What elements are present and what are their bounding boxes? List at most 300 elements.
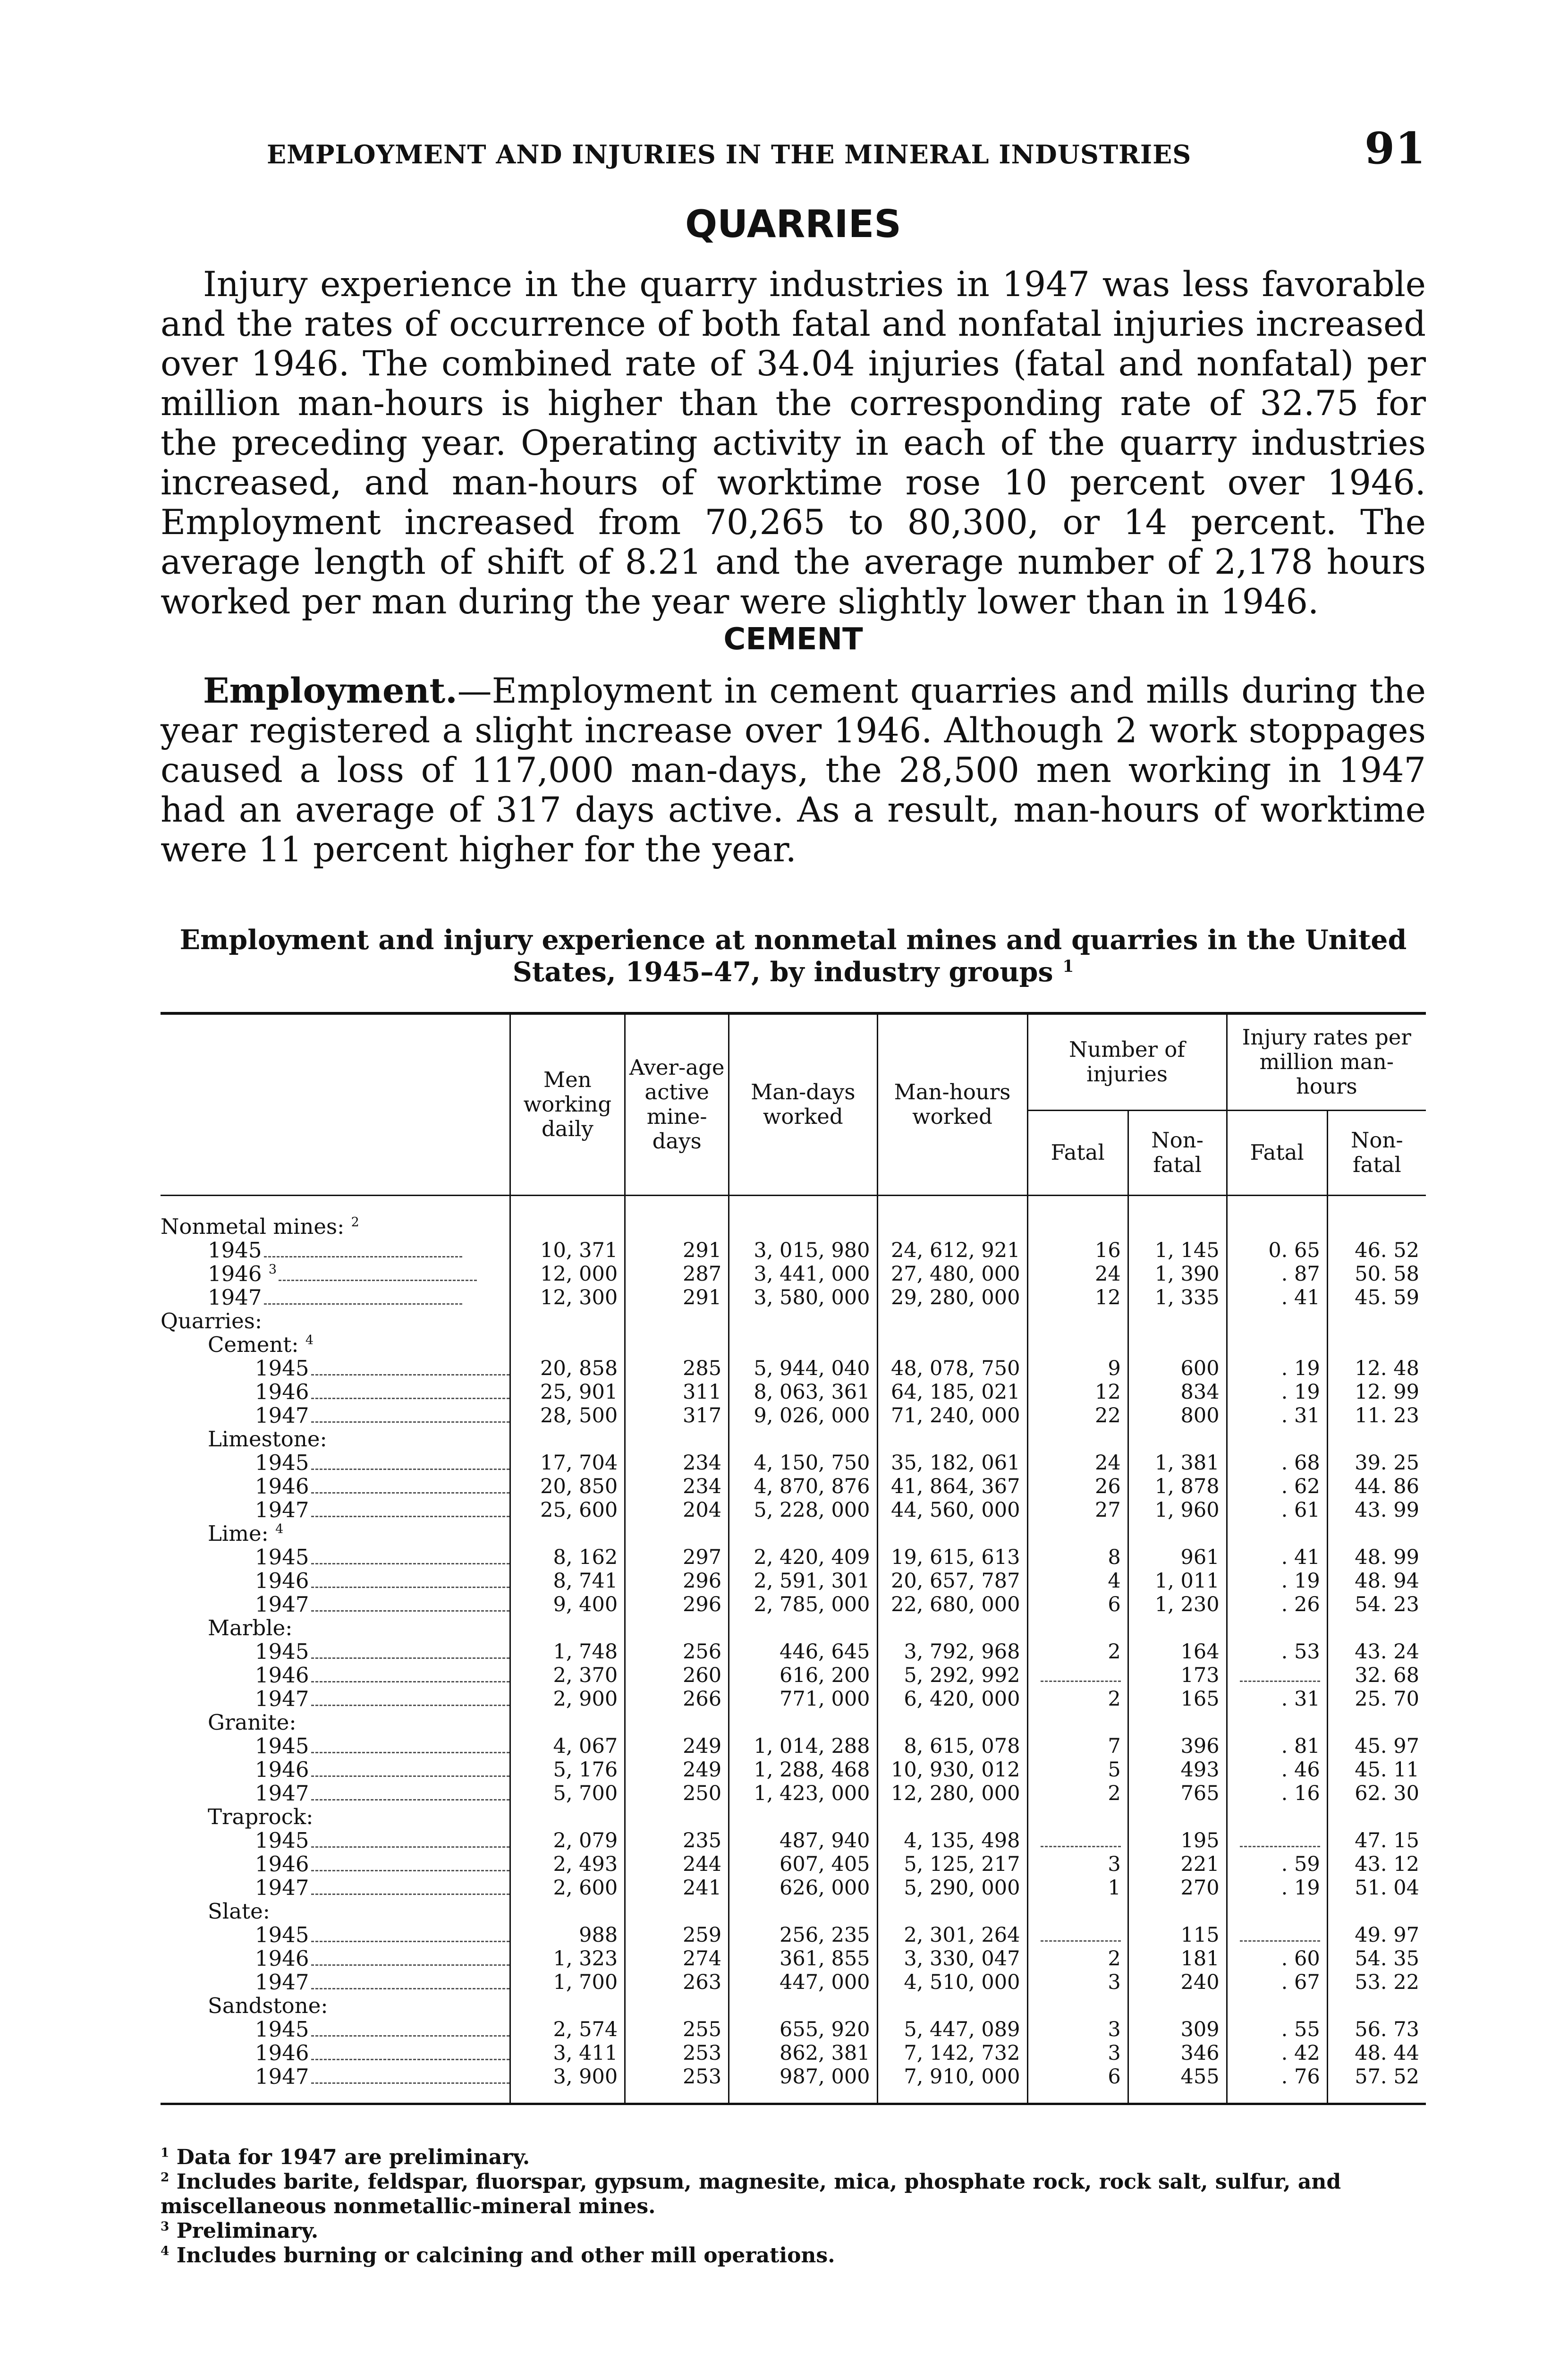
- men-cell: 20, 850: [510, 1475, 625, 1498]
- fatal-cell: [1027, 1664, 1128, 1687]
- mandays-cell: [729, 1805, 877, 1829]
- days-cell: 291: [625, 1286, 729, 1309]
- mandays-cell: [729, 1900, 877, 1923]
- fatal-rate-cell: [1227, 1829, 1327, 1852]
- fatal-rate-cell: [1227, 1616, 1327, 1640]
- row-label-text: 1945: [255, 1544, 309, 1570]
- mandays-cell: 2, 591, 301: [729, 1569, 877, 1593]
- mandays-cell: 987, 000: [729, 2065, 877, 2104]
- men-cell: 1, 700: [510, 1970, 625, 1994]
- days-cell: 274: [625, 1947, 729, 1970]
- nonfatal-cell: 396: [1128, 1734, 1227, 1758]
- group-heading-row: [161, 1616, 1426, 1640]
- nonfatal-cell: [1128, 1427, 1227, 1451]
- footnote-2: [161, 2170, 1426, 2219]
- row-label: [161, 1947, 510, 1970]
- fatal-cell: [1027, 1923, 1128, 1947]
- fatal-rate-cell: [1227, 1664, 1327, 1687]
- fatal-rate-cell: [1227, 1195, 1327, 1239]
- mandays-cell: [729, 1333, 877, 1357]
- row-label: [161, 1829, 510, 1852]
- days-cell: 255: [625, 2018, 729, 2041]
- group-heading-row: [161, 1195, 1426, 1239]
- days-cell: 266: [625, 1687, 729, 1711]
- days-cell: 287: [625, 1262, 729, 1286]
- nonfatal-rate-cell: 48. 94: [1327, 1569, 1426, 1593]
- men-cell: 2, 574: [510, 2018, 625, 2041]
- fatal-cell: 3: [1027, 2041, 1128, 2065]
- fatal-rate-cell: . 31: [1227, 1687, 1327, 1711]
- fatal-rate-cell: [1227, 1333, 1327, 1357]
- dot-leader: [311, 1705, 509, 1706]
- dot-leader: [311, 1894, 509, 1895]
- subsection-title: CEMENT: [723, 622, 863, 657]
- fatal-rate-cell: [1227, 1805, 1327, 1829]
- manhours-cell: [877, 1900, 1027, 1923]
- days-cell: 291: [625, 1239, 729, 1262]
- fatal-rate-cell: . 87: [1227, 1262, 1327, 1286]
- row-label: [161, 1195, 510, 1239]
- nonfatal-rate-cell: 47. 15: [1327, 1829, 1426, 1852]
- nonfatal-rate-cell: [1327, 1805, 1426, 1829]
- mandays-cell: [729, 1616, 877, 1640]
- mandays-cell: 626, 000: [729, 1876, 877, 1900]
- nonfatal-rate-cell: 32. 68: [1327, 1664, 1426, 1687]
- row-label-text: Marble:: [208, 1615, 293, 1640]
- men-cell: 5, 176: [510, 1758, 625, 1782]
- table-row: [161, 1569, 1426, 1593]
- nonfatal-rate-cell: [1327, 1522, 1426, 1546]
- dot-leader: [311, 1846, 509, 1848]
- men-cell: 17, 704: [510, 1451, 625, 1475]
- row-label-text: 1947: [255, 1686, 309, 1711]
- men-cell: [510, 1427, 625, 1451]
- manhours-cell: [877, 1805, 1027, 1829]
- mandays-cell: [729, 1309, 877, 1333]
- footnote-text: Includes burning or calcining and other mill operations.: [176, 2243, 835, 2268]
- fatal-cell: 24: [1027, 1451, 1128, 1475]
- fatal-cell: 2: [1027, 1947, 1128, 1970]
- row-label-text: Sandstone:: [208, 1993, 328, 2018]
- nonfatal-cell: [1128, 1616, 1227, 1640]
- nonfatal-rate-cell: 45. 97: [1327, 1734, 1426, 1758]
- fatal-cell: [1027, 1829, 1128, 1852]
- table-body: [161, 1195, 1426, 2104]
- mandays-cell: [729, 1522, 877, 1546]
- dot-leader: [311, 1516, 509, 1517]
- row-label: [161, 1498, 510, 1522]
- manhours-cell: 64, 185, 021: [877, 1380, 1027, 1404]
- men-cell: [510, 1711, 625, 1734]
- men-cell: 2, 079: [510, 1829, 625, 1852]
- dot-leader: [311, 1587, 509, 1588]
- days-cell: [625, 1309, 729, 1333]
- injuries-header: Number of injuries: [1027, 1013, 1227, 1110]
- group-heading-row: [161, 1805, 1426, 1829]
- men-cell: 2, 493: [510, 1852, 625, 1876]
- fatal-rate-cell: . 46: [1227, 1758, 1327, 1782]
- row-label-text: 1945: [255, 1733, 309, 1758]
- group-heading-row: [161, 1309, 1426, 1333]
- row-label: [161, 2041, 510, 2065]
- nonfatal-rate-cell: 48. 44: [1327, 2041, 1426, 2065]
- empty-dash: [1041, 1940, 1121, 1942]
- rates-header: Injury rates per million man-hours: [1227, 1013, 1426, 1110]
- dot-leader: [311, 1398, 509, 1399]
- mandays-cell: 8, 063, 361: [729, 1380, 877, 1404]
- nonfatal-rate-cell: [1327, 1711, 1426, 1734]
- page-number: 91: [1364, 123, 1426, 174]
- row-label-text: Granite:: [208, 1709, 297, 1735]
- row-label: [161, 2065, 510, 2104]
- mandays-cell: 1, 014, 288: [729, 1734, 877, 1758]
- fatal-cell: 2: [1027, 1640, 1128, 1664]
- row-footnote-mark: 4: [275, 1521, 284, 1537]
- dot-leader: [311, 2059, 509, 2060]
- table-row: [161, 1876, 1426, 1900]
- footnotes: [161, 2145, 1426, 2268]
- men-cell: [510, 1994, 625, 2018]
- fatal-cell: 7: [1027, 1734, 1128, 1758]
- row-label-text: Cement:: [208, 1332, 299, 1357]
- nonfatal-rate-header: Non-fatal: [1327, 1110, 1426, 1195]
- table-row: [161, 1404, 1426, 1427]
- row-footnote-mark: 3: [268, 1262, 277, 1277]
- mandays-cell: 655, 920: [729, 2018, 877, 2041]
- nonfatal-cell: 455: [1128, 2065, 1227, 2104]
- dot-leader: [311, 2082, 509, 2084]
- fatal-cell: 6: [1027, 2065, 1128, 2104]
- mandays-cell: 1, 288, 468: [729, 1758, 877, 1782]
- row-label: [161, 1805, 510, 1829]
- men-cell: [510, 1309, 625, 1333]
- table-row: [161, 2041, 1426, 2065]
- table-row: [161, 1734, 1426, 1758]
- days-cell: 285: [625, 1357, 729, 1380]
- mandays-cell: 5, 228, 000: [729, 1498, 877, 1522]
- fatal-cell: 22: [1027, 1404, 1128, 1427]
- mandays-cell: 3, 015, 980: [729, 1239, 877, 1262]
- days-cell: 249: [625, 1758, 729, 1782]
- nonfatal-cell: 1, 011: [1128, 1569, 1227, 1593]
- table-caption: [161, 924, 1426, 988]
- fatal-cell: 2: [1027, 1782, 1128, 1805]
- nonfatal-cell: 600: [1128, 1357, 1227, 1380]
- table-row: [161, 1357, 1426, 1380]
- row-label: [161, 1664, 510, 1687]
- manhours-cell: 22, 680, 000: [877, 1593, 1027, 1616]
- manhours-cell: 5, 447, 089: [877, 2018, 1027, 2041]
- row-label-text: Limestone:: [208, 1426, 327, 1452]
- dot-leader: [279, 1280, 477, 1281]
- days-cell: [625, 1994, 729, 2018]
- manhours-cell: [877, 1522, 1027, 1546]
- mandays-cell: 607, 405: [729, 1852, 877, 1876]
- row-label-text: 1945: [255, 1355, 309, 1381]
- men-cell: 25, 901: [510, 1380, 625, 1404]
- document-page: [161, 123, 1426, 2268]
- row-label-text: 1947: [255, 1875, 309, 1900]
- table-caption-line2: States, 1945–47, by industry groups: [512, 956, 1053, 988]
- row-label: [161, 1380, 510, 1404]
- row-label-text: 1946: [255, 1945, 309, 1971]
- row-label: [161, 1758, 510, 1782]
- row-label: [161, 1876, 510, 1900]
- row-label: [161, 1357, 510, 1380]
- nonfatal-cell: [1128, 1994, 1227, 2018]
- men-cell: [510, 1616, 625, 1640]
- days-cell: [625, 1522, 729, 1546]
- fatal-rate-cell: . 62: [1227, 1475, 1327, 1498]
- manhours-cell: 7, 910, 000: [877, 2065, 1027, 2104]
- manhours-header: Man-hours worked: [877, 1013, 1027, 1195]
- row-label: [161, 1970, 510, 1994]
- manhours-cell: 19, 615, 613: [877, 1546, 1027, 1569]
- row-label: [161, 1923, 510, 1947]
- mandays-cell: [729, 1711, 877, 1734]
- nonfatal-cell: [1128, 1522, 1227, 1546]
- section-title: QUARRIES: [685, 202, 901, 246]
- dot-leader: [311, 1964, 509, 1966]
- days-cell: [625, 1900, 729, 1923]
- intro-paragraph: Injury experience in the quarry industries in 1947 was less favorable and the rates of occurrence of both fatal and nonfatal injuries increased over 1946. The combined rate of 34.04 injuries (fatal and nonfatal) per million man-hours is higher than the corresponding rate of 32.75 for the preceding year. Operating activity in each of the quarry industries increased, and man-hours of worktime rose 10 percent over 1946. Employment increased from 70,265 to 80,300, or 14 percent. The average length of shift of 8.21 and the average number of 2,178 hours worked per man during the year were slightly lower than in 1946.: [161, 264, 1426, 622]
- men-cell: 3, 411: [510, 2041, 625, 2065]
- fatal-rate-cell: . 55: [1227, 2018, 1327, 2041]
- fatal-rate-cell: [1227, 1309, 1327, 1333]
- row-label-text: Quarries:: [161, 1308, 263, 1333]
- days-cell: 297: [625, 1546, 729, 1569]
- dot-leader: [311, 1752, 509, 1753]
- nonfatal-cell: 309: [1128, 2018, 1227, 2041]
- nonfatal-rate-cell: 53. 22: [1327, 1970, 1426, 1994]
- fatal-cell: 3: [1027, 2018, 1128, 2041]
- employment-paragraph: [161, 671, 1426, 870]
- fatal-cell: 12: [1027, 1286, 1128, 1309]
- nonfatal-rate-cell: 46. 52: [1327, 1239, 1426, 1262]
- row-label-text: 1945: [255, 1827, 309, 1853]
- table-row: [161, 1947, 1426, 1970]
- nonfatal-rate-cell: 12. 48: [1327, 1357, 1426, 1380]
- manhours-cell: [877, 1616, 1027, 1640]
- days-cell: 253: [625, 2065, 729, 2104]
- fatal-cell: [1027, 1333, 1128, 1357]
- nonfatal-cell: [1128, 1711, 1227, 1734]
- row-label-text: 1946: [255, 1662, 309, 1688]
- nonfatal-cell: 346: [1128, 2041, 1227, 2065]
- nonfatal-rate-cell: 43. 99: [1327, 1498, 1426, 1522]
- dot-leader: [311, 1870, 509, 1871]
- group-heading-row: [161, 1333, 1426, 1357]
- row-label-text: Traprock:: [208, 1804, 314, 1829]
- dot-leader: [311, 1657, 509, 1659]
- days-cell: 259: [625, 1923, 729, 1947]
- stub-header: [161, 1013, 510, 1195]
- mandays-cell: [729, 1195, 877, 1239]
- nonfatal-cell: 1, 878: [1128, 1475, 1227, 1498]
- mandays-cell: 862, 381: [729, 2041, 877, 2065]
- men-cell: 8, 741: [510, 1569, 625, 1593]
- nonfatal-rate-cell: [1327, 1900, 1426, 1923]
- nonfatal-rate-cell: 43. 12: [1327, 1852, 1426, 1876]
- men-cell: [510, 1522, 625, 1546]
- group-heading-row: [161, 1427, 1426, 1451]
- fatal-cell: 26: [1027, 1475, 1128, 1498]
- table-row: [161, 1640, 1426, 1664]
- manhours-cell: 4, 135, 498: [877, 1829, 1027, 1852]
- manhours-cell: 5, 125, 217: [877, 1852, 1027, 1876]
- fatal-cell: 8: [1027, 1546, 1128, 1569]
- nonfatal-cell: 164: [1128, 1640, 1227, 1664]
- days-header: Aver-age active mine-days: [625, 1013, 729, 1195]
- fatal-rate-cell: . 59: [1227, 1852, 1327, 1876]
- manhours-cell: 24, 612, 921: [877, 1239, 1027, 1262]
- empty-dash: [1041, 1846, 1121, 1847]
- days-cell: 317: [625, 1404, 729, 1427]
- men-cell: 988: [510, 1923, 625, 1947]
- fatal-rate-cell: . 19: [1227, 1380, 1327, 1404]
- mandays-cell: 3, 441, 000: [729, 1262, 877, 1286]
- nonfatal-cell: 173: [1128, 1664, 1227, 1687]
- manhours-cell: 27, 480, 000: [877, 1262, 1027, 1286]
- row-label: [161, 1900, 510, 1923]
- row-label: [161, 1640, 510, 1664]
- days-cell: [625, 1427, 729, 1451]
- men-cell: 10, 371: [510, 1239, 625, 1262]
- nonfatal-rate-cell: 56. 73: [1327, 2018, 1426, 2041]
- fatal-cell: 9: [1027, 1357, 1128, 1380]
- days-cell: 250: [625, 1782, 729, 1805]
- row-label-text: 1947: [255, 1969, 309, 1995]
- row-label: [161, 1546, 510, 1569]
- nonfatal-cell: 1, 230: [1128, 1593, 1227, 1616]
- manhours-cell: 6, 420, 000: [877, 1687, 1027, 1711]
- days-cell: 204: [625, 1498, 729, 1522]
- manhours-cell: 35, 182, 061: [877, 1451, 1027, 1475]
- row-label: [161, 1593, 510, 1616]
- table-row: [161, 1593, 1426, 1616]
- manhours-cell: [877, 1333, 1027, 1357]
- mandays-cell: 487, 940: [729, 1829, 877, 1852]
- group-heading-row: [161, 1994, 1426, 2018]
- nonfatal-cell: [1128, 1309, 1227, 1333]
- manhours-cell: [877, 1309, 1027, 1333]
- dot-leader: [311, 1421, 509, 1423]
- fatal-rate-cell: . 67: [1227, 1970, 1327, 1994]
- men-cell: 1, 323: [510, 1947, 625, 1970]
- row-label-text: 1946: [255, 1379, 309, 1404]
- manhours-cell: 71, 240, 000: [877, 1404, 1027, 1427]
- fatal-cell: [1027, 1805, 1128, 1829]
- row-label-text: 1945: [255, 2016, 309, 2042]
- fatal-rate-cell: . 60: [1227, 1947, 1327, 1970]
- mandays-cell: 447, 000: [729, 1970, 877, 1994]
- fatal-rate-cell: [1227, 1522, 1327, 1546]
- dot-leader: [311, 1988, 509, 1989]
- dot-leader: [311, 1374, 509, 1376]
- fatal-cell: [1027, 1616, 1128, 1640]
- fatal-cell: 16: [1027, 1239, 1128, 1262]
- nonfatal-rate-cell: 51. 04: [1327, 1876, 1426, 1900]
- fatal-rate-cell: [1227, 1900, 1327, 1923]
- table-row: [161, 1782, 1426, 1805]
- fatal-cell: 27: [1027, 1498, 1128, 1522]
- men-cell: 4, 067: [510, 1734, 625, 1758]
- fatal-cell: [1027, 1711, 1128, 1734]
- days-cell: 235: [625, 1829, 729, 1852]
- days-cell: 296: [625, 1593, 729, 1616]
- nonfatal-rate-cell: 57. 52: [1327, 2065, 1426, 2104]
- table-row: [161, 1475, 1426, 1498]
- fatal-cell: 1: [1027, 1876, 1128, 1900]
- row-label: [161, 1451, 510, 1475]
- table-row: [161, 1758, 1426, 1782]
- men-cell: 1, 748: [510, 1640, 625, 1664]
- mandays-cell: 771, 000: [729, 1687, 877, 1711]
- mandays-cell: 3, 580, 000: [729, 1286, 877, 1309]
- mandays-cell: [729, 1427, 877, 1451]
- manhours-cell: 48, 078, 750: [877, 1357, 1027, 1380]
- nonfatal-cell: [1128, 1195, 1227, 1239]
- table-row: [161, 1687, 1426, 1711]
- dot-leader: [311, 1610, 509, 1612]
- men-cell: 9, 400: [510, 1593, 625, 1616]
- table-row: [161, 1451, 1426, 1475]
- men-cell: 28, 500: [510, 1404, 625, 1427]
- men-cell: [510, 1195, 625, 1239]
- row-label: [161, 1782, 510, 1805]
- row-label: [161, 1286, 510, 1309]
- nonfatal-rate-cell: 11. 23: [1327, 1404, 1426, 1427]
- nonfatal-rate-cell: 12. 99: [1327, 1380, 1426, 1404]
- row-label-text: 1947: [255, 1402, 309, 1428]
- table-row: [161, 1546, 1426, 1569]
- table-row: [161, 1380, 1426, 1404]
- fatal-rate-cell: 0. 65: [1227, 1239, 1327, 1262]
- nonfatal-cell: 1, 381: [1128, 1451, 1227, 1475]
- mandays-cell: 1, 423, 000: [729, 1782, 877, 1805]
- manhours-cell: [877, 1994, 1027, 2018]
- fatal-rate-cell: . 42: [1227, 2041, 1327, 2065]
- mandays-cell: 361, 855: [729, 1947, 877, 1970]
- days-cell: 234: [625, 1475, 729, 1498]
- footnote-1: [161, 2145, 1426, 2170]
- days-cell: 260: [625, 1664, 729, 1687]
- fatal-rate-cell: [1227, 1994, 1327, 2018]
- mandays-cell: 256, 235: [729, 1923, 877, 1947]
- men-cell: 2, 370: [510, 1664, 625, 1687]
- nonfatal-cell: 493: [1128, 1758, 1227, 1782]
- table-row: [161, 2065, 1426, 2104]
- table-row: [161, 1829, 1426, 1852]
- dot-leader: [311, 1681, 509, 1682]
- footnote-mark: 2: [161, 2169, 170, 2184]
- days-cell: 263: [625, 1970, 729, 1994]
- nonfatal-rate-cell: 48. 99: [1327, 1546, 1426, 1569]
- running-head-title: EMPLOYMENT AND INJURIES IN THE MINERAL INDUSTRIES: [267, 139, 1192, 170]
- men-cell: 3, 900: [510, 2065, 625, 2104]
- employment-lead: Employment.: [203, 671, 458, 711]
- mandays-cell: 4, 150, 750: [729, 1451, 877, 1475]
- row-label: [161, 1404, 510, 1427]
- nonfatal-cell: 800: [1128, 1404, 1227, 1427]
- days-cell: 256: [625, 1640, 729, 1664]
- days-cell: 253: [625, 2041, 729, 2065]
- fatal-cell: [1027, 1195, 1128, 1239]
- manhours-cell: 8, 615, 078: [877, 1734, 1027, 1758]
- fatal-header: Fatal: [1027, 1110, 1128, 1195]
- group-heading-row: [161, 1900, 1426, 1923]
- injury-table: [161, 1012, 1426, 2105]
